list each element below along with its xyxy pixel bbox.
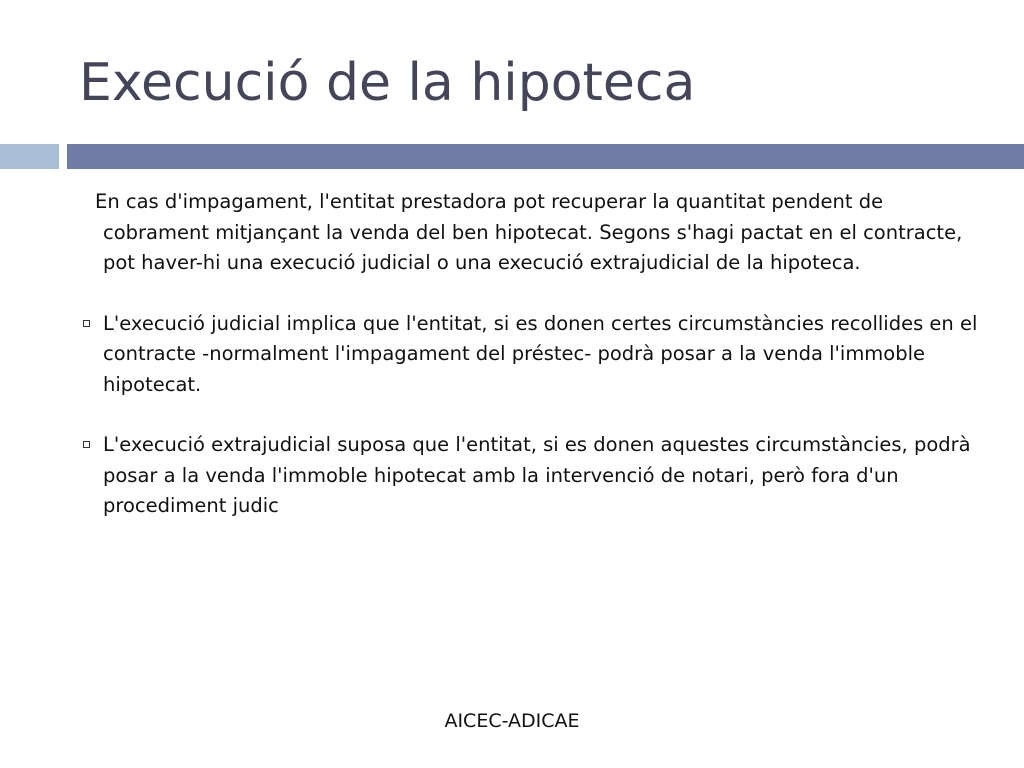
title-divider-accent [0,144,59,169]
slide-title: Execució de la hipoteca [79,53,696,113]
slide-body [78,187,978,522]
bullet-text: L'execució judicial implica que l'entitat, si es donen certes circumstàncies recollides en el contracte -normalment l'impagament del préstec- podrà posar a la venda l'immoble hipotecat. [103,311,978,396]
slide-footer: AICEC-ADICAE [444,710,580,732]
square-bullet-icon [83,320,90,327]
intro-paragraph: En cas d'impagament, l'entitat prestadora pot recuperar la quantitat pendent de cobrament mitjançant la venda del ben hipotecat. Segons s'hagi pactat en el contracte, pot haver-hi una execució judicial o una execució extrajudicial de la hipoteca. [95,190,963,274]
bullet-item-extrajudicial [78,430,978,522]
title-divider-bar [67,144,1024,169]
square-bullet-icon [83,441,90,448]
bullet-item-judicial [78,309,978,401]
bullet-text: L'execució extrajudicial suposa que l'entitat, si es donen aquestes circumstàncies, podrà posar a la venda l'immoble hipotecat amb la intervenció de notari, però fora d'un procediment judic [103,433,971,517]
